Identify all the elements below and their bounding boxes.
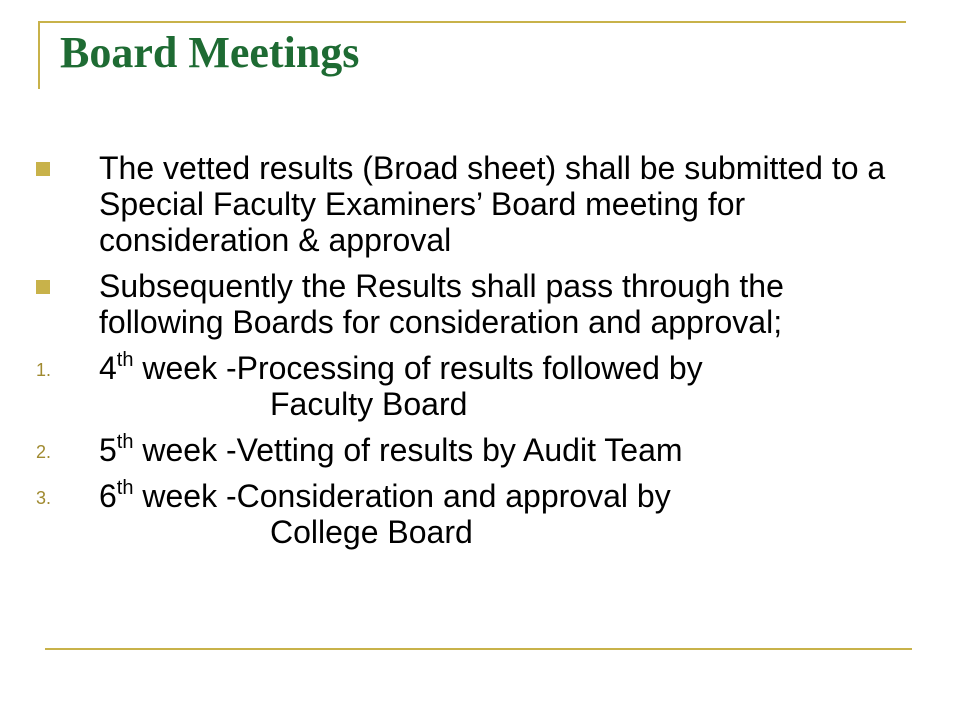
slide-content	[36, 150, 916, 560]
numbered-line	[99, 350, 916, 386]
square-bullet-icon	[36, 162, 50, 176]
week-description: week -Consideration and approval by	[133, 478, 671, 514]
bullet-item	[36, 268, 916, 340]
bullet-text: Subsequently the Results shall pass through the following Boards for consideration and approval;	[99, 268, 784, 340]
square-bullet-icon	[36, 280, 50, 294]
list-number: 2.	[36, 442, 52, 462]
list-number: 1.	[36, 360, 52, 380]
list-number: 3.	[36, 488, 52, 508]
ordinal-suffix: th	[116, 349, 134, 371]
slide-title: Board Meetings	[60, 28, 360, 77]
numbered-continuation: College Board	[270, 514, 473, 550]
bottom-rule	[45, 648, 912, 650]
numbered-continuation: Faculty Board	[270, 386, 468, 422]
ordinal-suffix: th	[116, 477, 134, 499]
numbered-item	[36, 432, 916, 468]
week-description: week -Vetting of results by Audit Team	[133, 432, 683, 468]
week-number: 5	[99, 432, 117, 468]
top-rule	[40, 21, 906, 23]
numbered-line	[99, 432, 916, 468]
ordinal-suffix: th	[116, 431, 134, 453]
numbered-item	[36, 478, 916, 550]
numbered-line	[99, 478, 916, 514]
week-number: 6	[99, 478, 117, 514]
numbered-item	[36, 350, 916, 422]
week-description: week -Processing of results followed by	[133, 350, 703, 386]
week-number: 4	[99, 350, 117, 386]
left-rule	[38, 21, 40, 89]
bullet-text: The vetted results (Broad sheet) shall be submitted to a Special Faculty Examiners’ Board meeting for consideration & approval	[99, 150, 886, 258]
bullet-item	[36, 150, 916, 258]
